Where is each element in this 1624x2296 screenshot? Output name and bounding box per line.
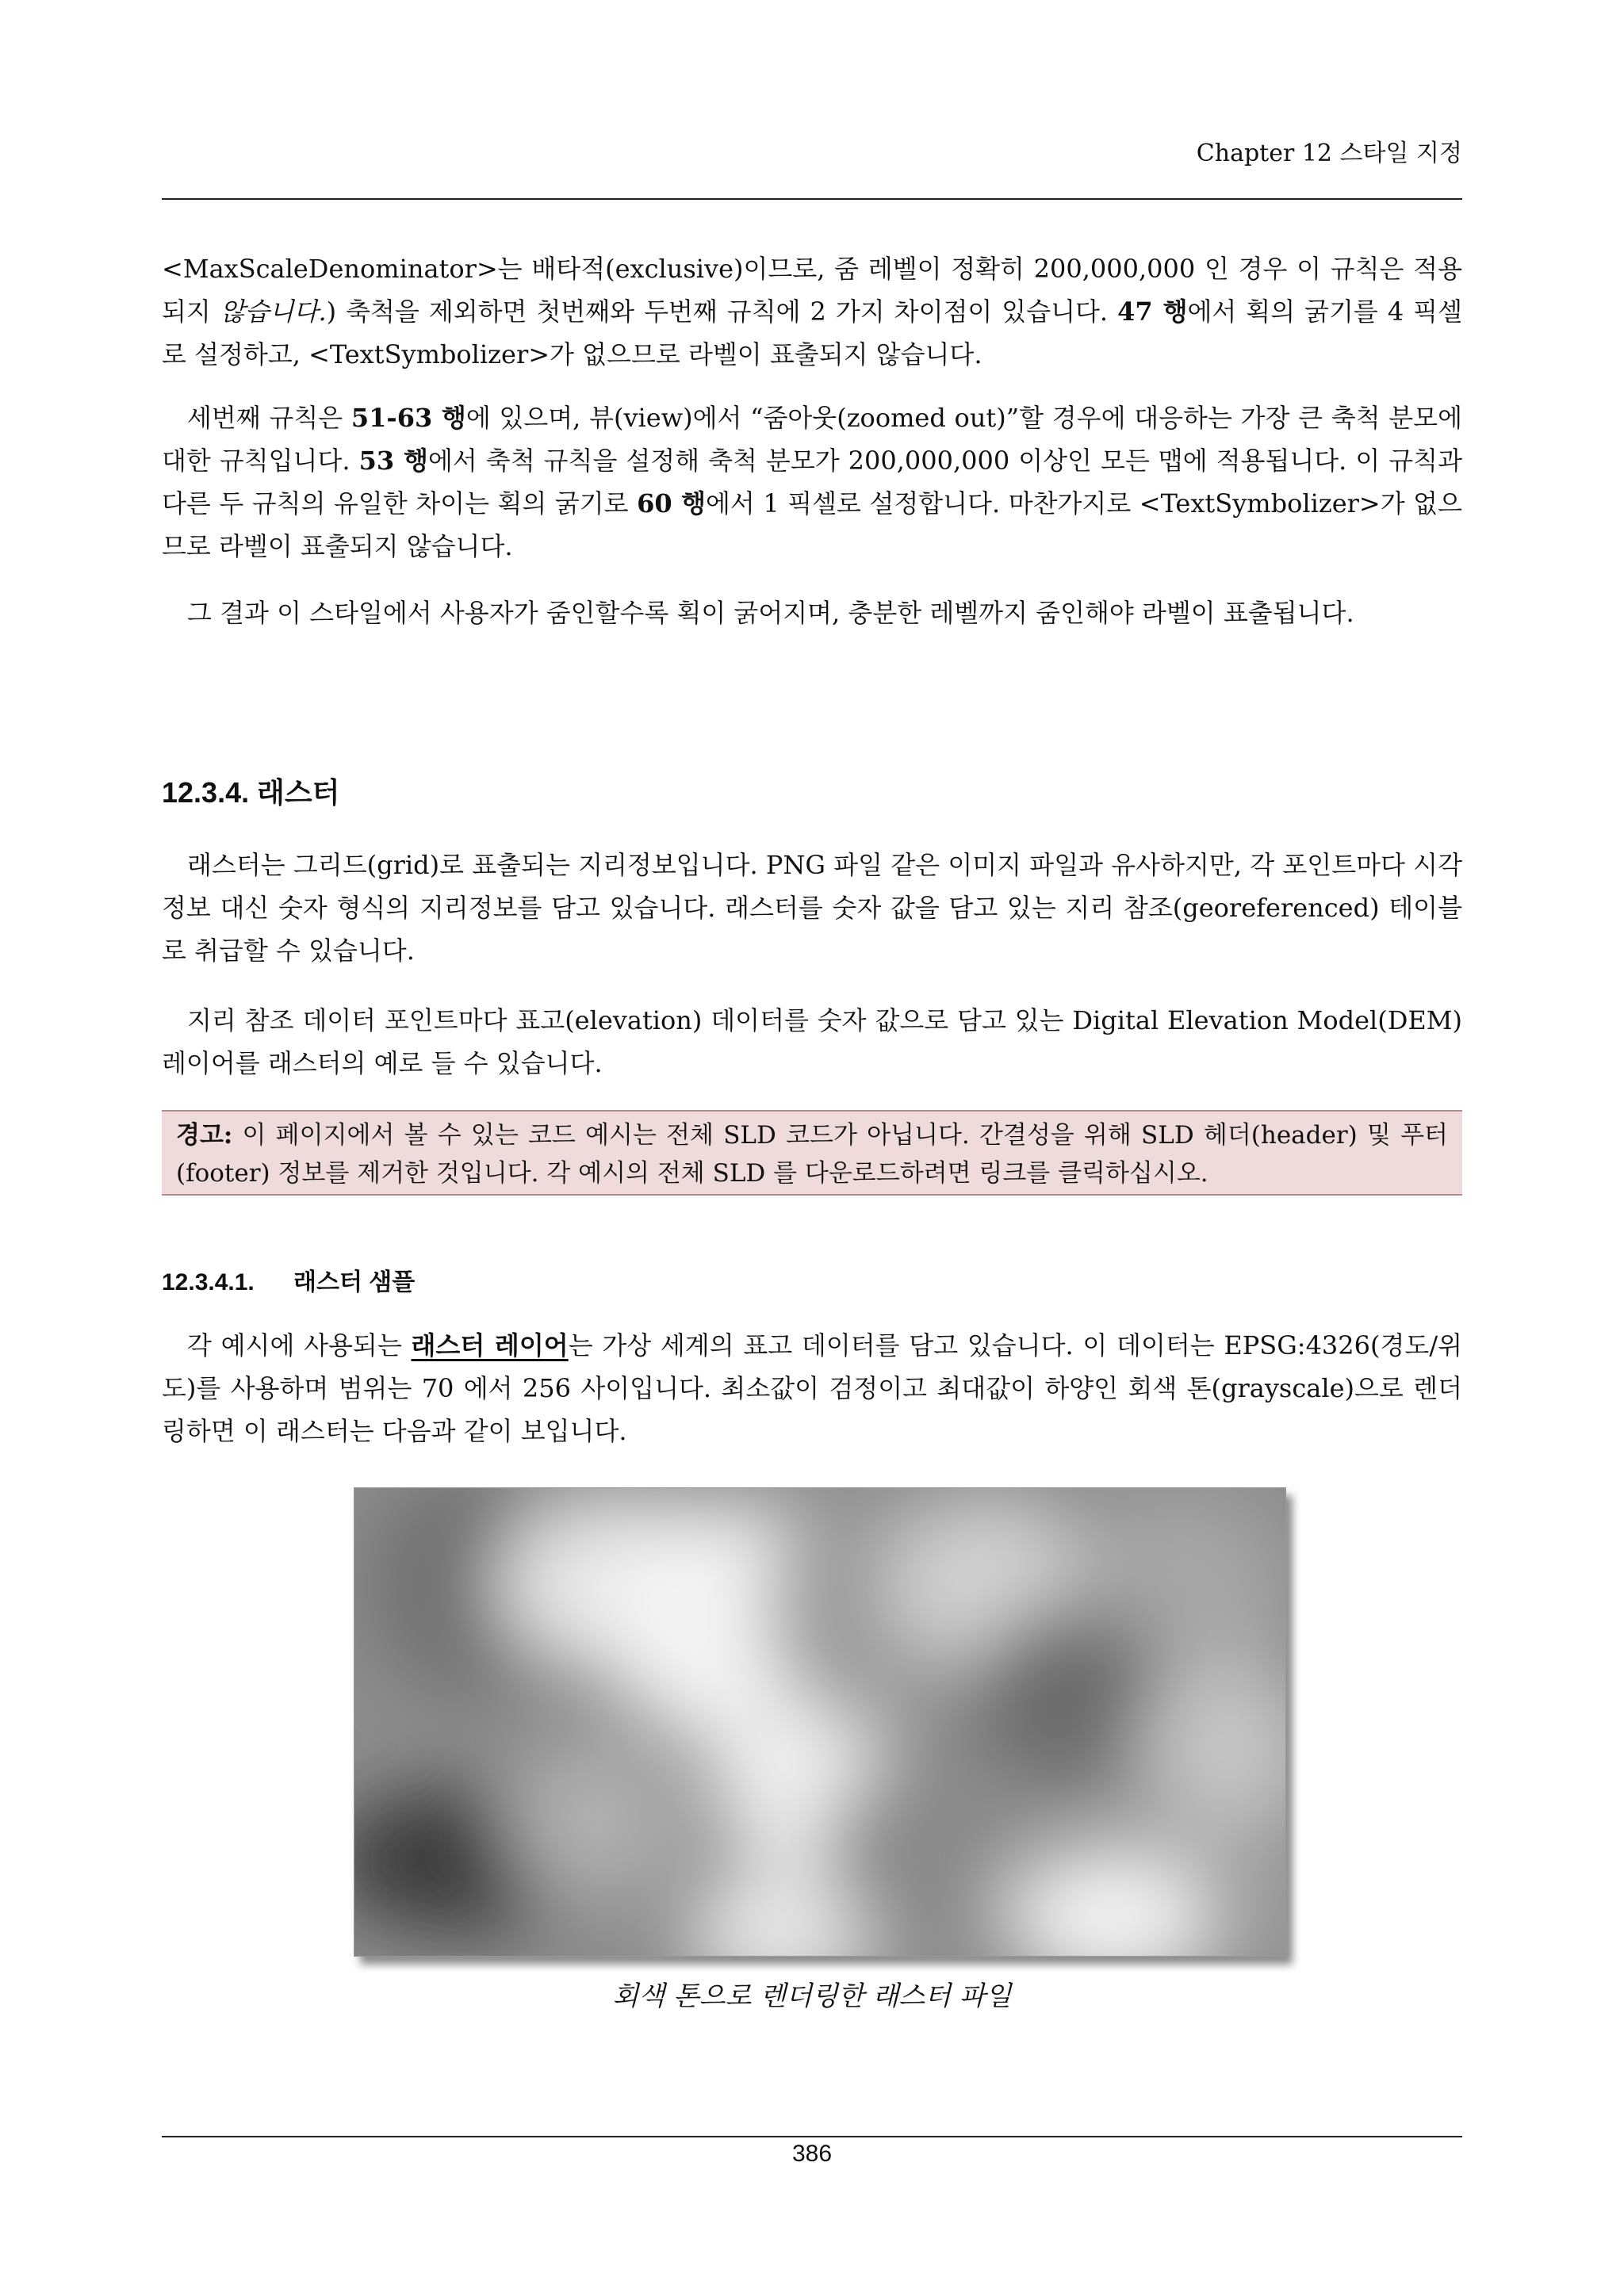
page-header bbox=[162, 133, 1462, 200]
raster-image bbox=[354, 1488, 1285, 1956]
p2-line-ref-2: 53 행 bbox=[358, 446, 428, 476]
p2-line-ref-3: 60 행 bbox=[637, 488, 706, 519]
p1-emphasis: 않습니다. bbox=[220, 297, 327, 327]
paragraph-third-rule bbox=[162, 396, 1462, 568]
p2-text-a: 세번째 규칙은 bbox=[187, 403, 351, 433]
p1-text-a: <MaxScaleDenominator>는 배타적(exclusive)이므로, 줌 레벨이 정확히 200,000,000 인 경우 이 규칙은 적용되지 bbox=[162, 254, 1462, 327]
p2-text-c: 에 있으며, 뷰(view)에서 “줌아웃(zoomed out)”할 경우에 대응하는 가장 큰 축척 분모에 대한 규칙입니다. bbox=[162, 403, 1462, 476]
p6-text-a: 각 예시에 사용되는 bbox=[187, 1330, 412, 1360]
footer-divider bbox=[162, 2136, 1462, 2137]
paragraph-dem: 지리 참조 데이터 포인트마다 표고(elevation) 데이터를 숫자 값으로 담고 있는 Digital Elevation Model(DEM) 레이어를 래스터의 예로 들 수 있습니다. bbox=[162, 1005, 1462, 1078]
running-title: Chapter 12 스타일 지정 bbox=[1196, 140, 1462, 167]
section-heading bbox=[162, 771, 339, 811]
subsection-heading bbox=[162, 1262, 415, 1297]
warning-label: 경고: bbox=[176, 1121, 233, 1150]
p1-line-ref: 47 행 bbox=[1117, 297, 1188, 327]
paragraph-raster-intro: 래스터는 그리드(grid)로 표출되는 지리정보입니다. PNG 파일 같은 이미지 파일과 유사하지만, 각 포인트마다 시각 정보 대신 숫자 형식의 지리정보를 담고 있습니다. 래스터를 숫자 값을 담고 있는 지리 참조(georeferenced) 테이블로 취급할 수 있습니다. bbox=[162, 850, 1462, 966]
p2-text-e: 에서 축척 규칙을 설정해 축척 분모가 200,000,000 이상인 모든 맵에 적용됩니다. 이 규칙과 다른 두 규칙의 유일한 차이는 획의 굵기로 bbox=[162, 446, 1462, 519]
subsection-number: 12.3.4.1. bbox=[162, 1269, 255, 1295]
subsection-title: 래스터 샘플 bbox=[293, 1269, 416, 1295]
paragraph-raster-sample bbox=[162, 1324, 1462, 1452]
warning-box bbox=[162, 1110, 1462, 1196]
header-divider bbox=[162, 198, 1462, 200]
p2-text-g: 에서 1 픽셀로 설정합니다. 마찬가지로 <TextSymbolizer>가 없으므로 라벨이 표출되지 않습니다. bbox=[162, 488, 1462, 561]
page-number: 386 bbox=[791, 2141, 833, 2167]
figure-caption: 회색 톤으로 렌더링한 래스터 파일 bbox=[612, 1980, 1012, 2012]
warning-text: 이 페이지에서 볼 수 있는 코드 예시는 전체 SLD 코드가 아닙니다. 간결성을 위해 SLD 헤더(header) 및 푸터(footer) 정보를 제거한 것입니다. 각 예시의 전체 SLD 를 다운로드하려면 링크를 클릭하십시오. bbox=[176, 1121, 1448, 1188]
raster-layer-link[interactable]: 래스터 레이어 bbox=[411, 1330, 569, 1360]
section-number: 12.3.4. bbox=[162, 776, 250, 809]
p1-text-c: ) 축척을 제외하면 첫번째와 두번째 규칙에 2 가지 차이점이 있습니다. bbox=[326, 297, 1118, 327]
p2-line-ref-1: 51-63 행 bbox=[350, 403, 466, 433]
p1-text-e: 에서 획의 굵기를 4 픽셀로 설정하고, <TextSymbolizer>가 없으므로 라벨이 표출되지 않습니다. bbox=[162, 297, 1462, 369]
paragraph-max-scale bbox=[162, 247, 1462, 376]
section-title: 래스터 bbox=[257, 776, 340, 809]
p6-text-b: 는 가상 세계의 표고 데이터를 담고 있습니다. 이 데이터는 EPSG:4326(경도/위도)를 사용하며 범위는 70 에서 256 사이입니다. 최소값이 검정이고 최대값이 하양인 회색 톤(grayscale)으로 렌더링하면 이 래스터는 다음과 같이 보입니다. bbox=[162, 1330, 1463, 1446]
grayscale-raster-figure bbox=[354, 1487, 1286, 1957]
paragraph-result: 그 결과 이 스타일에서 사용자가 줌인할수록 획이 굵어지며, 충분한 레벨까지 줌인해야 라벨이 표출됩니다. bbox=[187, 598, 1354, 628]
